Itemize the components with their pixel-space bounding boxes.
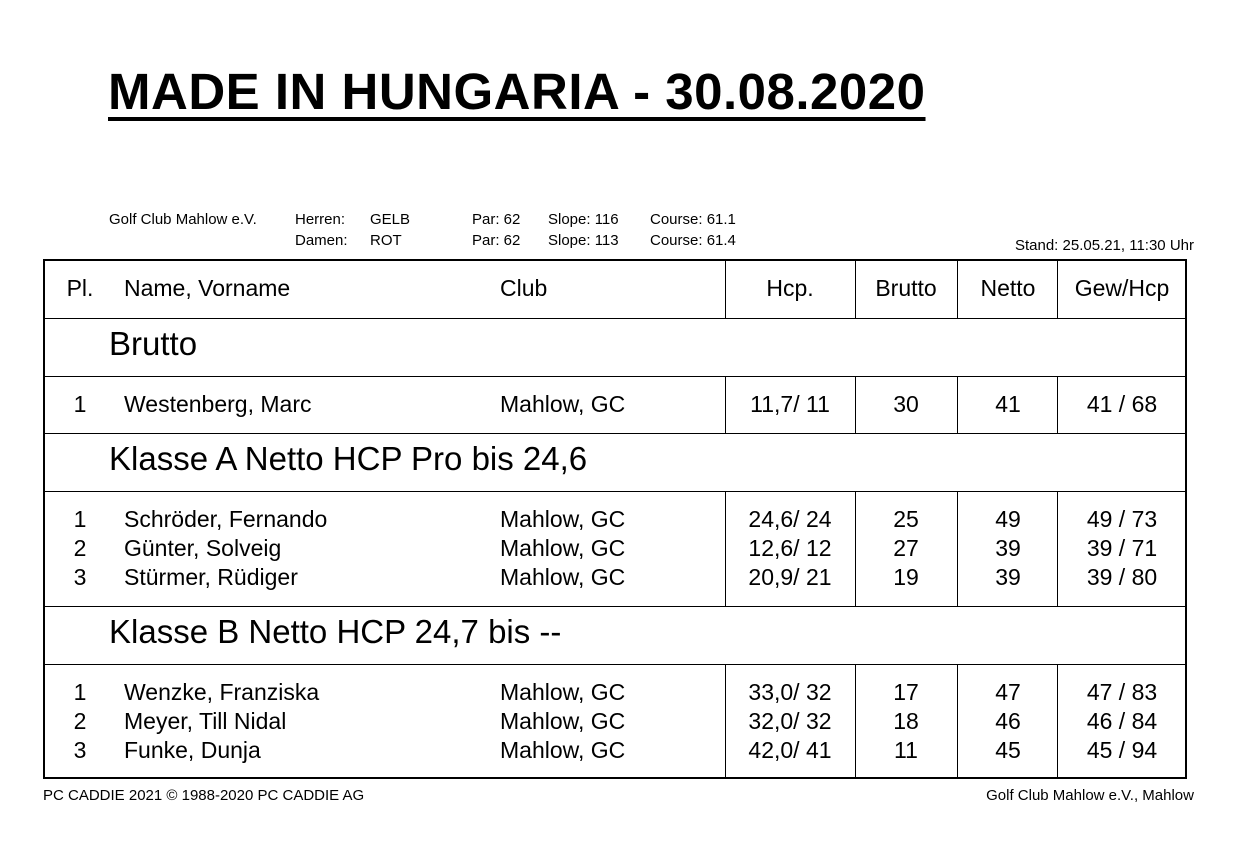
row-name: Funke, Dunja <box>124 737 261 763</box>
club-name: Golf Club Mahlow e.V. <box>109 211 257 228</box>
row-hcp: 20,9/ 21 <box>748 564 832 590</box>
tee-label-herren: Herren: <box>295 211 346 228</box>
row-divider <box>45 376 1185 377</box>
header-pl: Pl. <box>66 275 94 301</box>
row-brutto: 19 <box>893 564 919 590</box>
row-netto: 39 <box>995 535 1021 561</box>
row-name: Meyer, Till Nidal <box>124 708 287 734</box>
tee-color-damen: ROT <box>370 232 402 249</box>
column-divider <box>1057 491 1058 606</box>
row-name: Schröder, Fernando <box>124 506 328 532</box>
par-damen: Par: 62 <box>472 232 521 249</box>
column-divider <box>855 376 856 433</box>
row-netto: 41 <box>995 391 1021 417</box>
row-brutto: 30 <box>893 391 919 417</box>
header-netto: Netto <box>980 275 1036 301</box>
row-club: Mahlow, GC <box>500 506 626 532</box>
row-name: Günter, Solveig <box>124 535 282 561</box>
column-divider <box>957 664 958 779</box>
row-brutto: 18 <box>893 708 919 734</box>
section-title: Klasse B Netto HCP 24,7 bis -- <box>109 613 562 650</box>
column-divider <box>1057 376 1058 433</box>
row-pl: 3 <box>73 737 87 763</box>
section-title: Klasse A Netto HCP Pro bis 24,6 <box>109 440 588 477</box>
header-gew: Gew/Hcp <box>1074 275 1170 301</box>
row-club: Mahlow, GC <box>500 564 626 590</box>
course-damen: Course: 61.4 <box>650 232 736 249</box>
slope-herren: Slope: 116 <box>548 211 619 228</box>
column-divider <box>725 491 726 606</box>
row-gew: 46 / 84 <box>1086 708 1158 734</box>
row-gew: 47 / 83 <box>1086 679 1158 705</box>
row-gew: 45 / 94 <box>1086 737 1158 763</box>
row-name: Wenzke, Franziska <box>124 679 320 705</box>
row-divider <box>45 606 1185 607</box>
row-netto: 46 <box>995 708 1021 734</box>
row-divider <box>45 491 1185 492</box>
row-name: Westenberg, Marc <box>124 391 312 417</box>
row-name: Stürmer, Rüdiger <box>124 564 298 590</box>
column-divider <box>1057 664 1058 779</box>
row-pl: 1 <box>73 391 87 417</box>
slope-damen: Slope: 113 <box>548 232 619 249</box>
row-netto: 45 <box>995 737 1021 763</box>
row-divider <box>45 433 1185 434</box>
column-divider <box>725 376 726 433</box>
row-club: Mahlow, GC <box>500 737 626 763</box>
row-hcp: 11,7/ 11 <box>750 391 830 417</box>
section-title: Brutto <box>109 325 198 362</box>
course-herren: Course: 61.1 <box>650 211 736 228</box>
par-herren: Par: 62 <box>472 211 521 228</box>
row-brutto: 25 <box>893 506 919 532</box>
column-divider <box>957 261 958 318</box>
header-club: Club <box>500 275 548 301</box>
footer-club: Golf Club Mahlow e.V., Mahlow <box>986 787 1194 804</box>
row-club: Mahlow, GC <box>500 535 626 561</box>
row-netto: 47 <box>995 679 1021 705</box>
header-brutto: Brutto <box>875 275 937 301</box>
row-pl: 2 <box>73 535 87 561</box>
header-name: Name, Vorname <box>124 275 291 301</box>
row-hcp: 33,0/ 32 <box>748 679 832 705</box>
row-gew: 39 / 71 <box>1086 535 1158 561</box>
row-gew: 39 / 80 <box>1086 564 1158 590</box>
footer-copyright: PC CADDIE 2021 © 1988-2020 PC CADDIE AG <box>43 787 365 804</box>
row-divider <box>45 664 1185 665</box>
row-club: Mahlow, GC <box>500 708 626 734</box>
row-pl: 3 <box>73 564 87 590</box>
stand-timestamp: Stand: 25.05.21, 11:30 Uhr <box>1014 237 1194 254</box>
row-netto: 39 <box>995 564 1021 590</box>
row-pl: 1 <box>73 506 87 532</box>
row-brutto: 11 <box>894 737 918 763</box>
column-divider <box>957 376 958 433</box>
tee-color-herren: GELB <box>370 211 411 228</box>
tee-label-damen: Damen: <box>295 232 348 249</box>
row-hcp: 42,0/ 41 <box>748 737 832 763</box>
row-divider <box>45 318 1185 319</box>
row-netto: 49 <box>995 506 1021 532</box>
row-club: Mahlow, GC <box>500 391 626 417</box>
row-brutto: 27 <box>893 535 919 561</box>
column-divider <box>855 261 856 318</box>
header-hcp: Hcp. <box>766 275 814 301</box>
results-table <box>43 259 1187 779</box>
row-gew: 49 / 73 <box>1086 506 1158 532</box>
row-brutto: 17 <box>893 679 919 705</box>
column-divider <box>855 491 856 606</box>
column-divider <box>725 664 726 779</box>
row-hcp: 24,6/ 24 <box>748 506 832 532</box>
row-hcp: 32,0/ 32 <box>748 708 832 734</box>
page-title: MADE IN HUNGARIA - 30.08.2020 <box>108 63 926 120</box>
column-divider <box>1057 261 1058 318</box>
column-divider <box>725 261 726 318</box>
row-pl: 2 <box>73 708 87 734</box>
row-gew: 41 / 68 <box>1086 391 1158 417</box>
column-divider <box>957 491 958 606</box>
row-hcp: 12,6/ 12 <box>748 535 832 561</box>
row-pl: 1 <box>73 679 87 705</box>
row-club: Mahlow, GC <box>500 679 626 705</box>
column-divider <box>855 664 856 779</box>
